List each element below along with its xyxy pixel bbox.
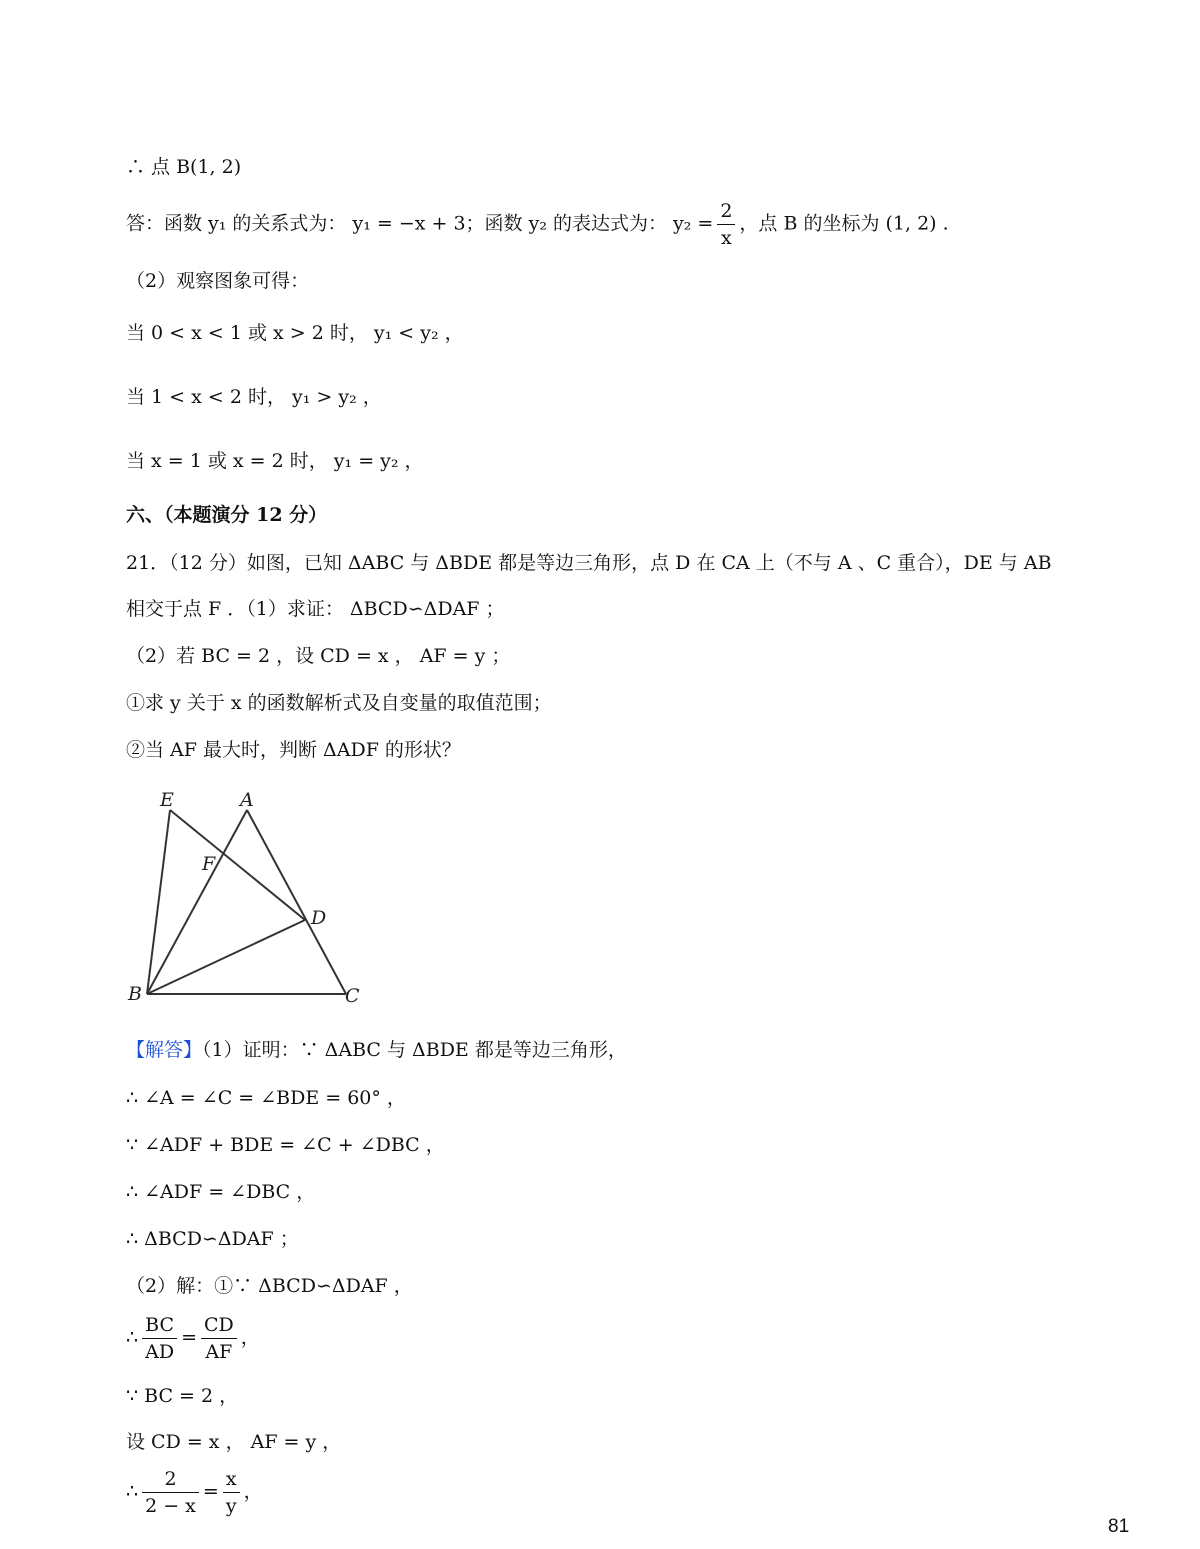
- s10-prefix: ∴: [126, 1480, 139, 1503]
- label-d: D: [311, 907, 327, 929]
- s10-f2-den: y: [225, 1495, 237, 1517]
- s10-suffix: ，: [243, 1480, 263, 1503]
- case-2: 当 1 < x < 2 时， y₁ > y₂ ，: [126, 386, 382, 408]
- solution-s3: ∵ ∠ADF + BDE = ∠C + ∠DBC ，: [126, 1134, 445, 1156]
- solution-s4: ∴ ∠ADF = ∠DBC ，: [126, 1181, 316, 1203]
- q21-line-1: 21．（12 分）如图，已知 ΔABC 与 ΔBDE 都是等边三角形，点 D 在 CA 上（不与 A 、C 重合），DE 与 AB: [126, 552, 1052, 574]
- case-3: 当 x = 1 或 x = 2 时， y₁ = y₂ ，: [126, 450, 424, 472]
- solution-line-1: [126, 1035, 627, 1065]
- edge-bd: [147, 920, 305, 994]
- q21-line-2: 相交于点 F ．（1）求证： ΔBCD∽ΔDAF ；: [126, 598, 505, 620]
- answer-suffix: ，点 B 的坐标为 (1, 2) .: [739, 212, 949, 235]
- s10-eq: =: [202, 1480, 219, 1503]
- solution-s5: ∴ ΔBCD∽ΔDAF ；: [126, 1228, 299, 1250]
- q21-line-4: ①求 y 关于 x 的函数解析式及自变量的取值范围；: [126, 692, 552, 714]
- s10-fraction-2: [223, 1466, 240, 1519]
- s7-f2-den: AF: [205, 1341, 233, 1363]
- label-c: C: [345, 985, 360, 1007]
- q2-intro: （2）观察图象可得：: [126, 270, 310, 292]
- s7-f2-num: CD: [201, 1312, 237, 1339]
- label-e: E: [160, 789, 174, 811]
- page-number: 81: [1108, 1516, 1130, 1537]
- s7-fraction-1: [142, 1312, 177, 1365]
- s10-fraction-1: [142, 1466, 199, 1519]
- edge-ba: [147, 810, 247, 994]
- s10-f1-num: 2: [142, 1466, 199, 1493]
- triangle-figure: [120, 782, 380, 1012]
- label-a: A: [240, 789, 254, 811]
- s7-eq: =: [181, 1326, 197, 1349]
- q21-line-5: ②当 AF 最大时，判断 ΔADF 的形状？: [126, 739, 461, 761]
- solution-s10: [126, 1466, 263, 1519]
- edge-ac: [247, 810, 346, 994]
- s7-fraction-2: [201, 1312, 237, 1365]
- answer-fraction-num: 2: [717, 198, 735, 225]
- answer-prefix: 答：函数 y₁ 的关系式为： y₁ = −x + 3；函数 y₂ 的表达式为： y₂ =: [126, 212, 714, 235]
- solution-s8: ∵ BC = 2 ，: [126, 1385, 239, 1407]
- point-b-line: ∴ 点 B(1, 2): [126, 156, 242, 178]
- answer-fraction: [717, 198, 735, 251]
- label-b: B: [128, 983, 142, 1005]
- solution-s6: （2）解：①∵ ΔBCD∽ΔDAF ，: [126, 1275, 413, 1297]
- case-1: 当 0 < x < 1 或 x > 2 时， y₁ < y₂ ，: [126, 322, 464, 344]
- solution-s7: [126, 1312, 260, 1365]
- solution-s2: ∴ ∠A = ∠C = ∠BDE = 60° ，: [126, 1087, 406, 1109]
- s10-f2-num: x: [223, 1466, 240, 1493]
- q21-line-3: （2）若 BC = 2 ，设 CD = x ， AF = y ；: [126, 645, 511, 667]
- s7-suffix: ，: [240, 1326, 260, 1349]
- section-heading: 六、（本题演分 12 分）: [126, 504, 328, 526]
- answer-fraction-den: x: [721, 227, 732, 249]
- s7-f1-den: AD: [145, 1341, 175, 1363]
- s7-prefix: ∴: [126, 1326, 139, 1349]
- solution-tag: 【解答】: [126, 1039, 203, 1061]
- edge-be: [147, 810, 170, 994]
- solution-s1: （1）证明：∵ ΔABC 与 ΔBDE 都是等边三角形，: [202, 1039, 627, 1061]
- s10-f1-den: 2 − x: [145, 1495, 196, 1517]
- answer-line: [126, 198, 949, 251]
- s7-f1-num: BC: [142, 1312, 177, 1339]
- label-f: F: [202, 853, 216, 875]
- solution-s9: 设 CD = x ， AF = y ，: [126, 1431, 342, 1453]
